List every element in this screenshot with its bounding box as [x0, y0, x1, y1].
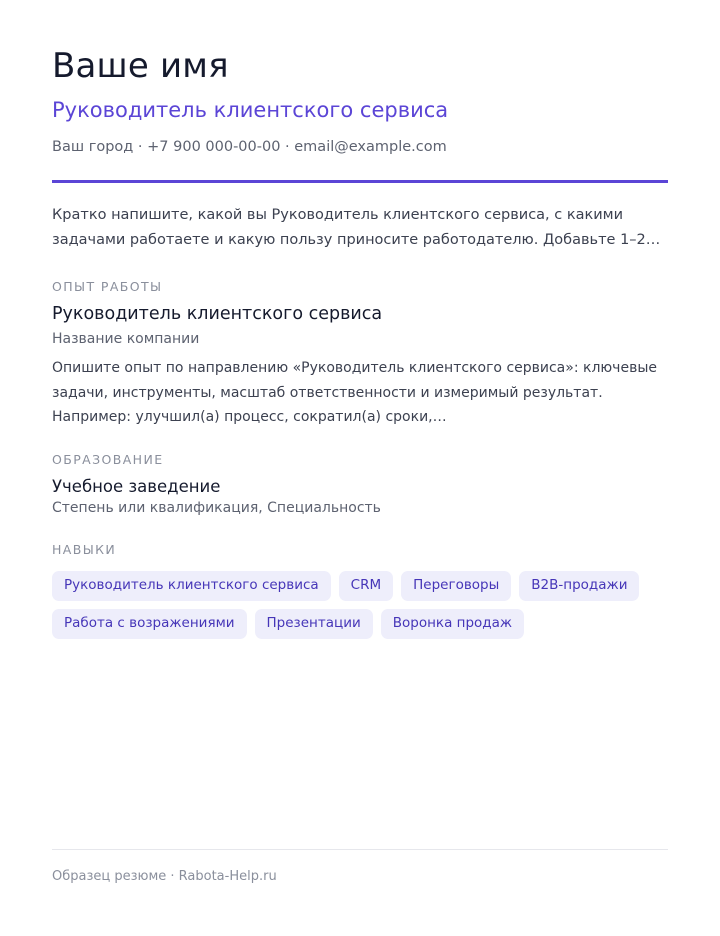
education-institution: Учебное заведение: [52, 477, 221, 496]
footer-text: Образец резюме · Rabota-Help.ru: [52, 869, 277, 884]
summary-text: Кратко напишите, какой вы Руководитель клиентского сервиса, с какими задачами работаете и какую пользу приносите работодателю. Добавьте 1–2…: [52, 207, 661, 248]
skill-chip: Переговоры: [401, 571, 511, 601]
company-name: Название компании: [52, 331, 200, 347]
skills-list: [52, 571, 668, 639]
skills-heading: НАВЫКИ: [52, 542, 117, 557]
desired-position: Руководитель клиентского сервиса: [52, 98, 449, 122]
job-description: Опишите опыт по направлению «Руководитель клиентского сервиса»: ключевые задачи, инструменты, масштаб ответственности и измеримый результат. Например: улучшил(а) процесс, сократил(а) сроки,…: [52, 360, 657, 425]
skill-chip: Воронка продаж: [381, 609, 524, 639]
skill-chip: CRM: [339, 571, 393, 601]
contact-line: Ваш город · +7 900 000-00-00 · email@example.com: [52, 139, 447, 155]
education-details: Степень или квалификация, Специальность: [52, 500, 381, 516]
footer-divider: [52, 849, 668, 850]
education-heading: ОБРАЗОВАНИЕ: [52, 452, 164, 467]
skill-chip: Презентации: [255, 609, 373, 639]
resume-page: [52, 0, 668, 936]
skill-chip: Работа с возражениями: [52, 609, 247, 639]
skill-chip: B2B-продажи: [519, 571, 639, 601]
candidate-name: Ваше имя: [52, 46, 229, 86]
skill-chip: Руководитель клиентского сервиса: [52, 571, 331, 601]
header-divider: [52, 180, 668, 183]
job-title: Руководитель клиентского сервиса: [52, 304, 383, 324]
experience-heading: ОПЫТ РАБОТЫ: [52, 279, 163, 294]
